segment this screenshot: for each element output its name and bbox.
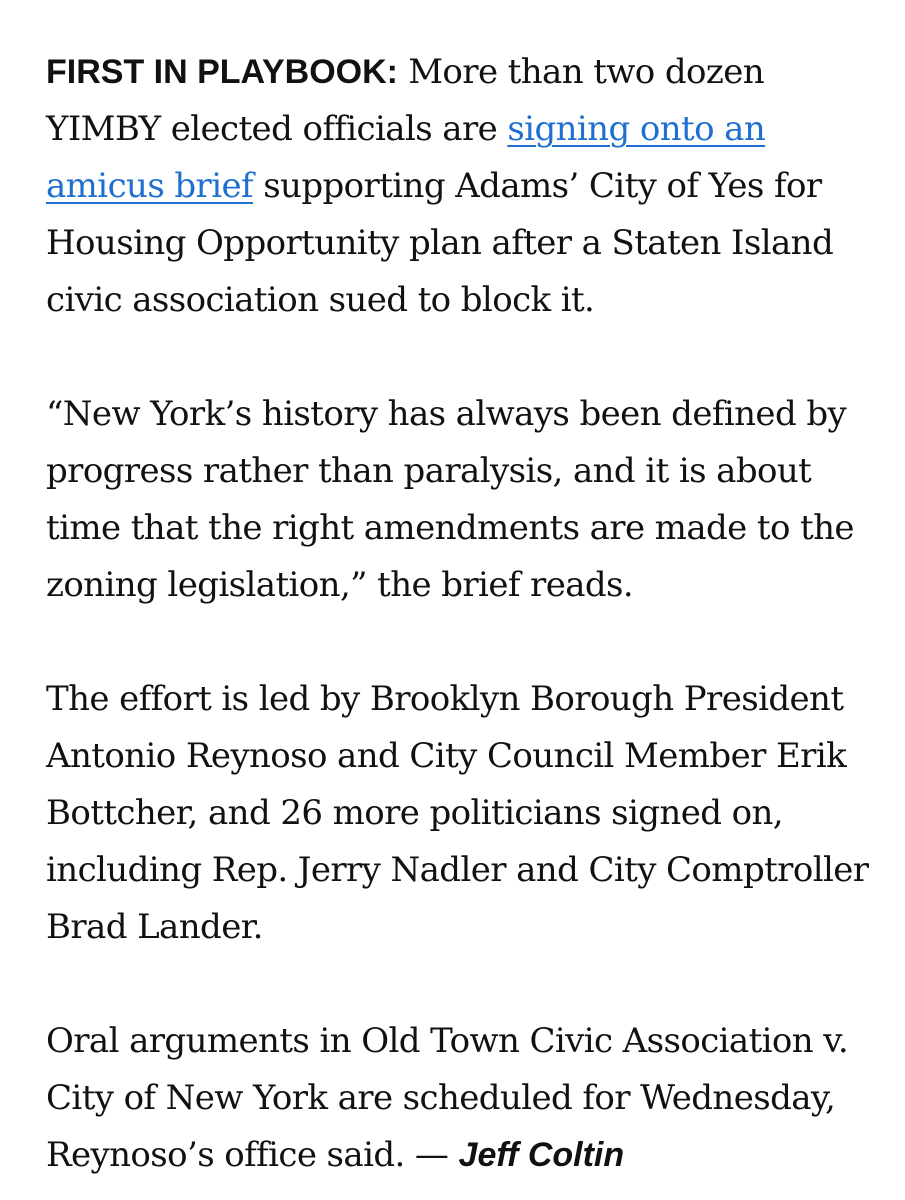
intro-text-after-link: supporting Adams’ City of Yes for Housing Opportunity plan after a Staten Island civic association sued to block it. bbox=[46, 166, 834, 320]
paragraph-quote: “New York’s history has always been defined by progress rather than paralysis, and it is about time that the right amendments are made to the zoning legislation,” the brief reads. bbox=[46, 394, 854, 605]
paragraph-intro bbox=[46, 44, 886, 329]
amicus-brief-link[interactable]: signing onto an amicus brief bbox=[46, 109, 766, 206]
article-body bbox=[46, 44, 886, 1184]
paragraph-oral-arguments bbox=[46, 1013, 886, 1184]
byline-author: Jeff Coltin bbox=[458, 1136, 625, 1174]
kicker-label: FIRST IN PLAYBOOK: bbox=[46, 53, 398, 91]
paragraph-effort: The effort is led by Brooklyn Borough President Antonio Reynoso and City Council Member Erik Bottcher, and 26 more politicians signed on, including Rep. Jerry Nadler and City Comptroller Brad Lander. bbox=[46, 679, 869, 947]
intro-text-before-link: More than two dozen YIMBY elected officials are bbox=[46, 52, 765, 149]
oral-arguments-text: Oral arguments in Old Town Civic Association v. City of New York are scheduled for Wednesday, Reynoso’s office said. — bbox=[46, 1021, 849, 1175]
